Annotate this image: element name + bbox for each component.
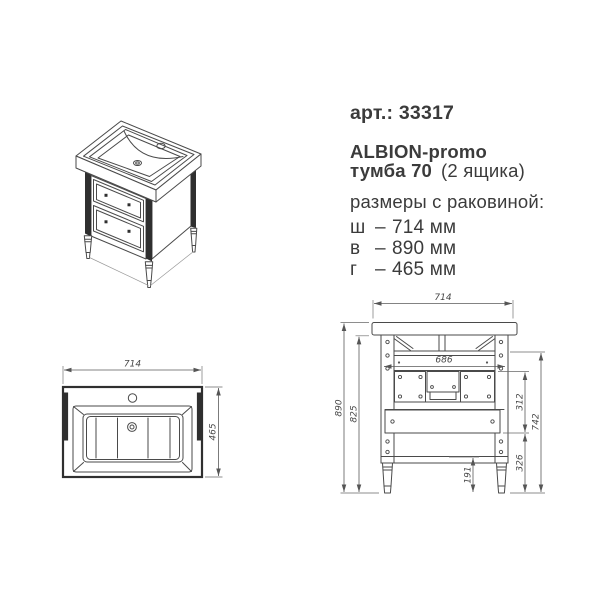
rear-rail-dot <box>486 361 488 363</box>
dim-label-top-depth: 465 <box>208 423 219 441</box>
model-note: (2 ящика) <box>441 160 525 181</box>
top-view-side-band-left <box>64 393 69 441</box>
rear-leg-left <box>383 463 393 493</box>
rear-leg-right <box>497 463 507 493</box>
isometric-view <box>76 121 201 288</box>
drawer-knob <box>105 194 108 197</box>
drawer-knob <box>128 203 131 206</box>
iso-leg-front-right <box>145 262 152 288</box>
model-title: тумба 70 <box>350 160 433 181</box>
size-key: г <box>350 259 358 280</box>
dim-label-lower-section: 326 <box>515 454 526 472</box>
dim-label-leg-height: 191 <box>463 466 474 484</box>
rear-mid-rails <box>385 402 504 410</box>
size-key: в <box>350 238 361 259</box>
iso-corner-post-mid <box>146 193 152 262</box>
model-name <box>350 160 525 182</box>
size-value: 714 мм <box>392 217 457 238</box>
size-dash: – <box>375 259 386 280</box>
dim-label-top-width: 714 <box>123 359 142 370</box>
size-key: ш <box>350 217 366 238</box>
rear-countertop <box>372 323 517 336</box>
size-value: 890 мм <box>392 238 457 259</box>
rear-center-post <box>439 335 445 351</box>
size-dash: – <box>375 238 386 259</box>
rear-view-drawing <box>335 293 546 493</box>
dim-label-inner-width: 686 <box>435 355 453 366</box>
dim-label-total-height: 890 <box>334 399 345 417</box>
top-view-outline <box>63 387 202 477</box>
size-row-depth <box>350 259 456 281</box>
rear-rail-dot <box>398 361 400 363</box>
dim-label-upper-section: 312 <box>515 393 526 411</box>
iso-leg-back-right <box>191 228 197 252</box>
rear-cutout-tab <box>430 392 456 400</box>
sizes-heading: размеры с раковиной: <box>350 191 545 212</box>
top-view-side-band-right <box>197 393 202 441</box>
rear-drawer-panel <box>385 410 500 433</box>
dim-label-body-height: 825 <box>349 405 360 423</box>
size-dash: – <box>375 217 386 238</box>
drawer-knob <box>128 230 131 233</box>
dim-label-right-span: 742 <box>531 413 542 431</box>
size-row-height <box>350 238 456 260</box>
drawer-knob <box>105 220 108 223</box>
rear-bottom-rails <box>381 457 508 464</box>
rear-plumbing-cutout <box>427 372 459 393</box>
iso-leg-front-left <box>84 236 91 259</box>
size-row-width <box>350 217 456 239</box>
iso-corner-post-left <box>85 167 91 237</box>
top-view-drawing <box>63 360 223 478</box>
size-value: 465 мм <box>392 259 457 280</box>
article-number: арт.: 33317 <box>350 102 455 124</box>
series-name: ALBION-promo <box>350 141 488 162</box>
dim-label-rear-width: 714 <box>434 293 452 303</box>
